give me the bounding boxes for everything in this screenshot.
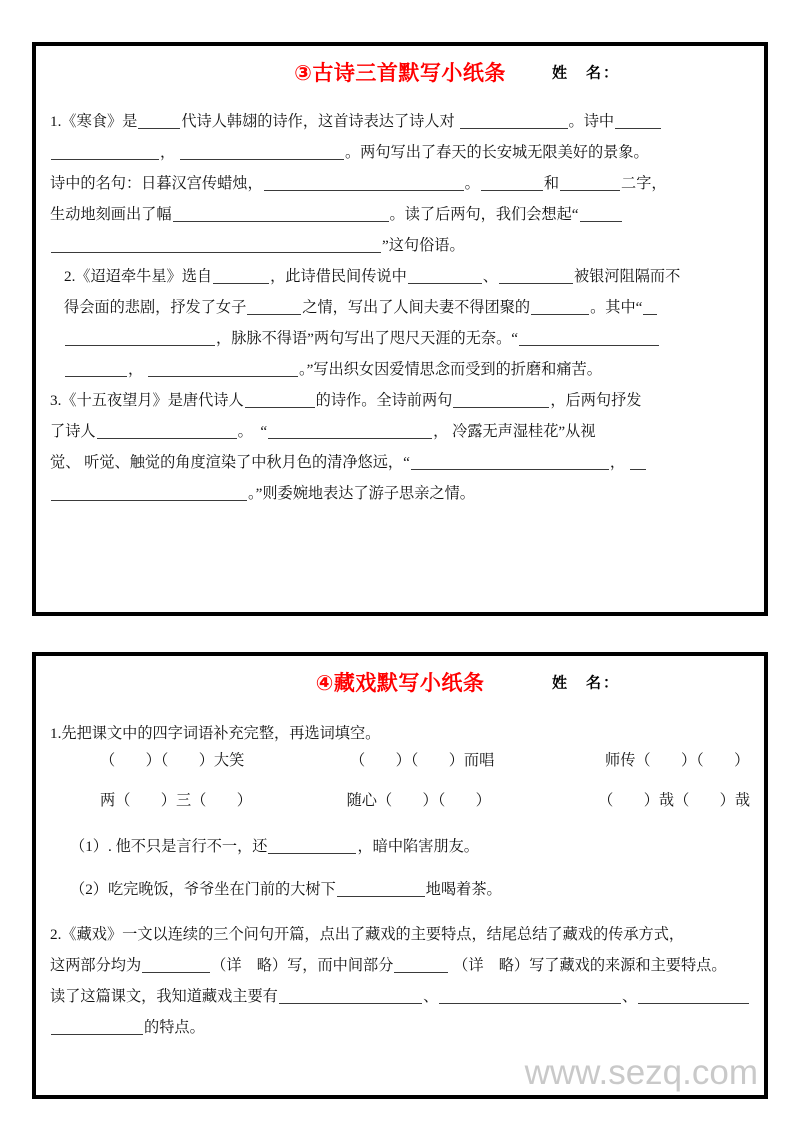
- fill-blank[interactable]: [268, 424, 432, 439]
- bracket-cell[interactable]: 随心（ ）（ ）: [346, 792, 491, 810]
- sheet-1-item-2-line-3: [50, 315, 750, 346]
- bracket-cell[interactable]: 两（ ）三（ ）: [100, 792, 252, 810]
- fill-blank[interactable]: [560, 176, 620, 191]
- text-run: 了诗人: [50, 422, 96, 440]
- prompt-text: 先把课文中的四字词语补充完整，再选词填空。: [61, 724, 381, 742]
- sheet-1-title: ③古诗三首默写小纸条: [294, 61, 506, 85]
- text-run: 这两部分均为: [50, 956, 142, 974]
- fill-blank[interactable]: [173, 207, 389, 222]
- sheet-2-subitem-2: [50, 864, 750, 897]
- fill-blank[interactable]: [394, 958, 448, 973]
- text-run: ，后两句抒发: [550, 391, 642, 409]
- text-run: 。其中“: [590, 298, 643, 316]
- fill-blank[interactable]: [531, 300, 589, 315]
- text-run: 代诗人韩翃的诗作，这首诗表达了诗人对: [181, 112, 459, 130]
- text-run: ，: [160, 143, 179, 161]
- fill-blank[interactable]: [499, 269, 573, 284]
- sheet-1-item-1-line-2: [50, 129, 750, 160]
- sheet-2-item-2-line-1: [50, 911, 750, 942]
- sheet-1-item-3-line-4: [50, 470, 750, 501]
- item-number: 1.: [50, 724, 62, 742]
- sheet-1-name-label: 姓 名：: [551, 63, 620, 82]
- fill-blank[interactable]: [148, 362, 298, 377]
- sheet-1-item-2-line-4: [50, 346, 750, 377]
- worksheet-sheet-2: [32, 652, 768, 1099]
- sheet-2-item-1-prompt: [50, 708, 750, 741]
- fill-blank[interactable]: [247, 300, 301, 315]
- fill-blank[interactable]: [65, 331, 215, 346]
- text-run: 、: [621, 987, 638, 1005]
- text-run: 得会面的悲剧，抒发了女子: [64, 298, 247, 316]
- text-run: ， 冷露无声湿桂花”从视: [433, 422, 596, 440]
- text-run: ”这句俗语。: [382, 236, 465, 254]
- text-run: 的诗作。全诗前两句: [315, 391, 453, 409]
- fill-blank[interactable]: [638, 989, 749, 1004]
- sheet-1-item-1-line-5: [50, 222, 750, 253]
- item-number: 2.: [64, 267, 76, 285]
- sheet-2-body: [50, 708, 750, 1035]
- fill-blank[interactable]: [97, 424, 237, 439]
- fill-blank[interactable]: [213, 269, 269, 284]
- text-run: 觉、 听觉、触觉的角度渲染了中秋月色的清净悠远，“: [50, 453, 410, 471]
- fill-blank[interactable]: [65, 362, 127, 377]
- fill-blank[interactable]: [580, 207, 622, 222]
- text-run: （详 略）写，而中间部分: [211, 956, 394, 974]
- sheet-1-item-3-line-1: [50, 377, 750, 408]
- fill-blank[interactable]: [268, 839, 356, 854]
- sheet-2-name-label: 姓 名：: [551, 673, 620, 692]
- fill-blank[interactable]: [245, 393, 315, 408]
- text-run: 《寒食》是: [61, 112, 138, 130]
- text-run: （详 略）写了藏戏的来源和主要特点。: [449, 956, 727, 974]
- fill-blank[interactable]: [138, 114, 180, 129]
- text-run: 和: [543, 174, 559, 192]
- text-run: 二字，: [621, 174, 667, 192]
- text-run: 《藏戏》一文以连续的三个问句开篇，点出了藏戏的主要特点，结尾总结了藏戏的传承方式，: [61, 925, 685, 943]
- fill-blank[interactable]: [142, 958, 210, 973]
- text-run: 。 “: [237, 422, 268, 440]
- sheet-1-header: [50, 46, 750, 98]
- text-run: ，: [609, 453, 629, 471]
- fill-blank[interactable]: [180, 145, 344, 160]
- text-run: 《十五夜望月》是唐代诗人: [61, 391, 244, 409]
- fill-blank[interactable]: [51, 145, 159, 160]
- fill-blank[interactable]: [460, 114, 568, 129]
- text-run: 的特点。: [144, 1018, 205, 1036]
- text-run: ，: [128, 360, 147, 378]
- text-run: ，此诗借民间传说中: [270, 267, 407, 285]
- text-run: 读了这篇课文，我知道藏戏主要有: [50, 987, 278, 1005]
- text-run: 、: [423, 987, 439, 1005]
- sheet-1-item-3-line-3: [50, 439, 750, 470]
- fill-blank[interactable]: [519, 331, 659, 346]
- sheet-1-item-3-line-2: [50, 408, 750, 439]
- sheet-2-item-2-line-3: [50, 973, 750, 1004]
- text-run: 、: [482, 267, 498, 285]
- text-run: （1）. 他不只是言行不一，还: [70, 837, 268, 855]
- fill-blank[interactable]: [337, 882, 425, 897]
- text-run: 。读了后两句，我们会想起“: [389, 205, 579, 223]
- text-run: 诗中的名句：日暮汉宫传蜡烛，: [50, 174, 263, 192]
- text-run: 。两句写出了春天的长安城无限美好的景象。: [344, 143, 649, 161]
- text-run: 之情，写出了人间夫妻不得团聚的: [302, 298, 531, 316]
- fill-blank[interactable]: [408, 269, 482, 284]
- text-run: 地喝着茶。: [425, 880, 502, 898]
- fill-blank[interactable]: [51, 1020, 143, 1035]
- item-number: 2.: [50, 925, 62, 943]
- text-run: （2）吃完晚饭，爷爷坐在门前的大树下: [70, 880, 336, 898]
- fill-blank[interactable]: [439, 989, 621, 1004]
- sheet-2-title: ④藏戏默写小纸条: [315, 671, 485, 695]
- bracket-cell[interactable]: （ ）哉（ ）哉: [598, 792, 750, 810]
- fill-blank[interactable]: [411, 455, 609, 470]
- fill-blank[interactable]: [453, 393, 549, 408]
- fill-blank[interactable]: [264, 176, 464, 191]
- text-run: 生动地刻画出了幅: [50, 205, 172, 223]
- sheet-1-item-2-line-2: [50, 284, 750, 315]
- fill-blank[interactable]: [279, 989, 422, 1004]
- text-run: ，脉脉不得语”两句写出了咫尺天涯的无奈。“: [216, 329, 519, 347]
- sheet-2-inner: [36, 656, 764, 1095]
- fill-blank[interactable]: [615, 114, 661, 129]
- bracket-cell[interactable]: （ ）（ ）大笑: [100, 752, 245, 770]
- sheet-1-body: [50, 98, 750, 501]
- fill-blank[interactable]: [643, 300, 657, 315]
- sheet-1-item-2-line-1: [50, 253, 750, 284]
- sheet-1-item-1-line-3: [50, 160, 750, 191]
- bracket-cell[interactable]: （ ）（ ）而唱: [350, 752, 495, 770]
- sheet-2-subitem-1: [50, 821, 750, 854]
- text-run: 。”则委婉地表达了游子思亲之情。: [248, 484, 475, 502]
- worksheet-sheet-1: [32, 42, 768, 616]
- sheet-2-item-2-line-2: [50, 942, 750, 973]
- text-run: 被银河阻隔而不: [573, 267, 681, 285]
- sheet-1-item-1-line-4: [50, 191, 750, 222]
- fill-blank[interactable]: [51, 486, 247, 501]
- item-number: 3.: [50, 391, 62, 409]
- sheet-2-item-2-line-4: [50, 1004, 750, 1035]
- bracket-cell[interactable]: 师传（ ）（ ）: [605, 752, 750, 770]
- text-run: 《迢迢牵牛星》选自: [75, 267, 213, 285]
- bracket-row-1: [50, 741, 750, 781]
- fill-blank[interactable]: [630, 455, 646, 470]
- text-run: 。: [464, 174, 480, 192]
- sheet-1-item-1-line-1: [50, 98, 750, 129]
- text-run: 。诗中: [568, 112, 615, 130]
- sheet-1-inner: [36, 46, 764, 612]
- fill-blank[interactable]: [51, 238, 381, 253]
- bracket-row-2: [50, 781, 750, 821]
- site-watermark: www.sezq.com: [524, 1053, 758, 1092]
- fill-blank[interactable]: [481, 176, 543, 191]
- item-number: 1.: [50, 112, 62, 130]
- text-run: 。”写出织女因爱情思念而受到的折磨和痛苦。: [298, 360, 602, 378]
- text-run: ，暗中陷害朋友。: [357, 837, 479, 855]
- sheet-2-header: [50, 656, 750, 708]
